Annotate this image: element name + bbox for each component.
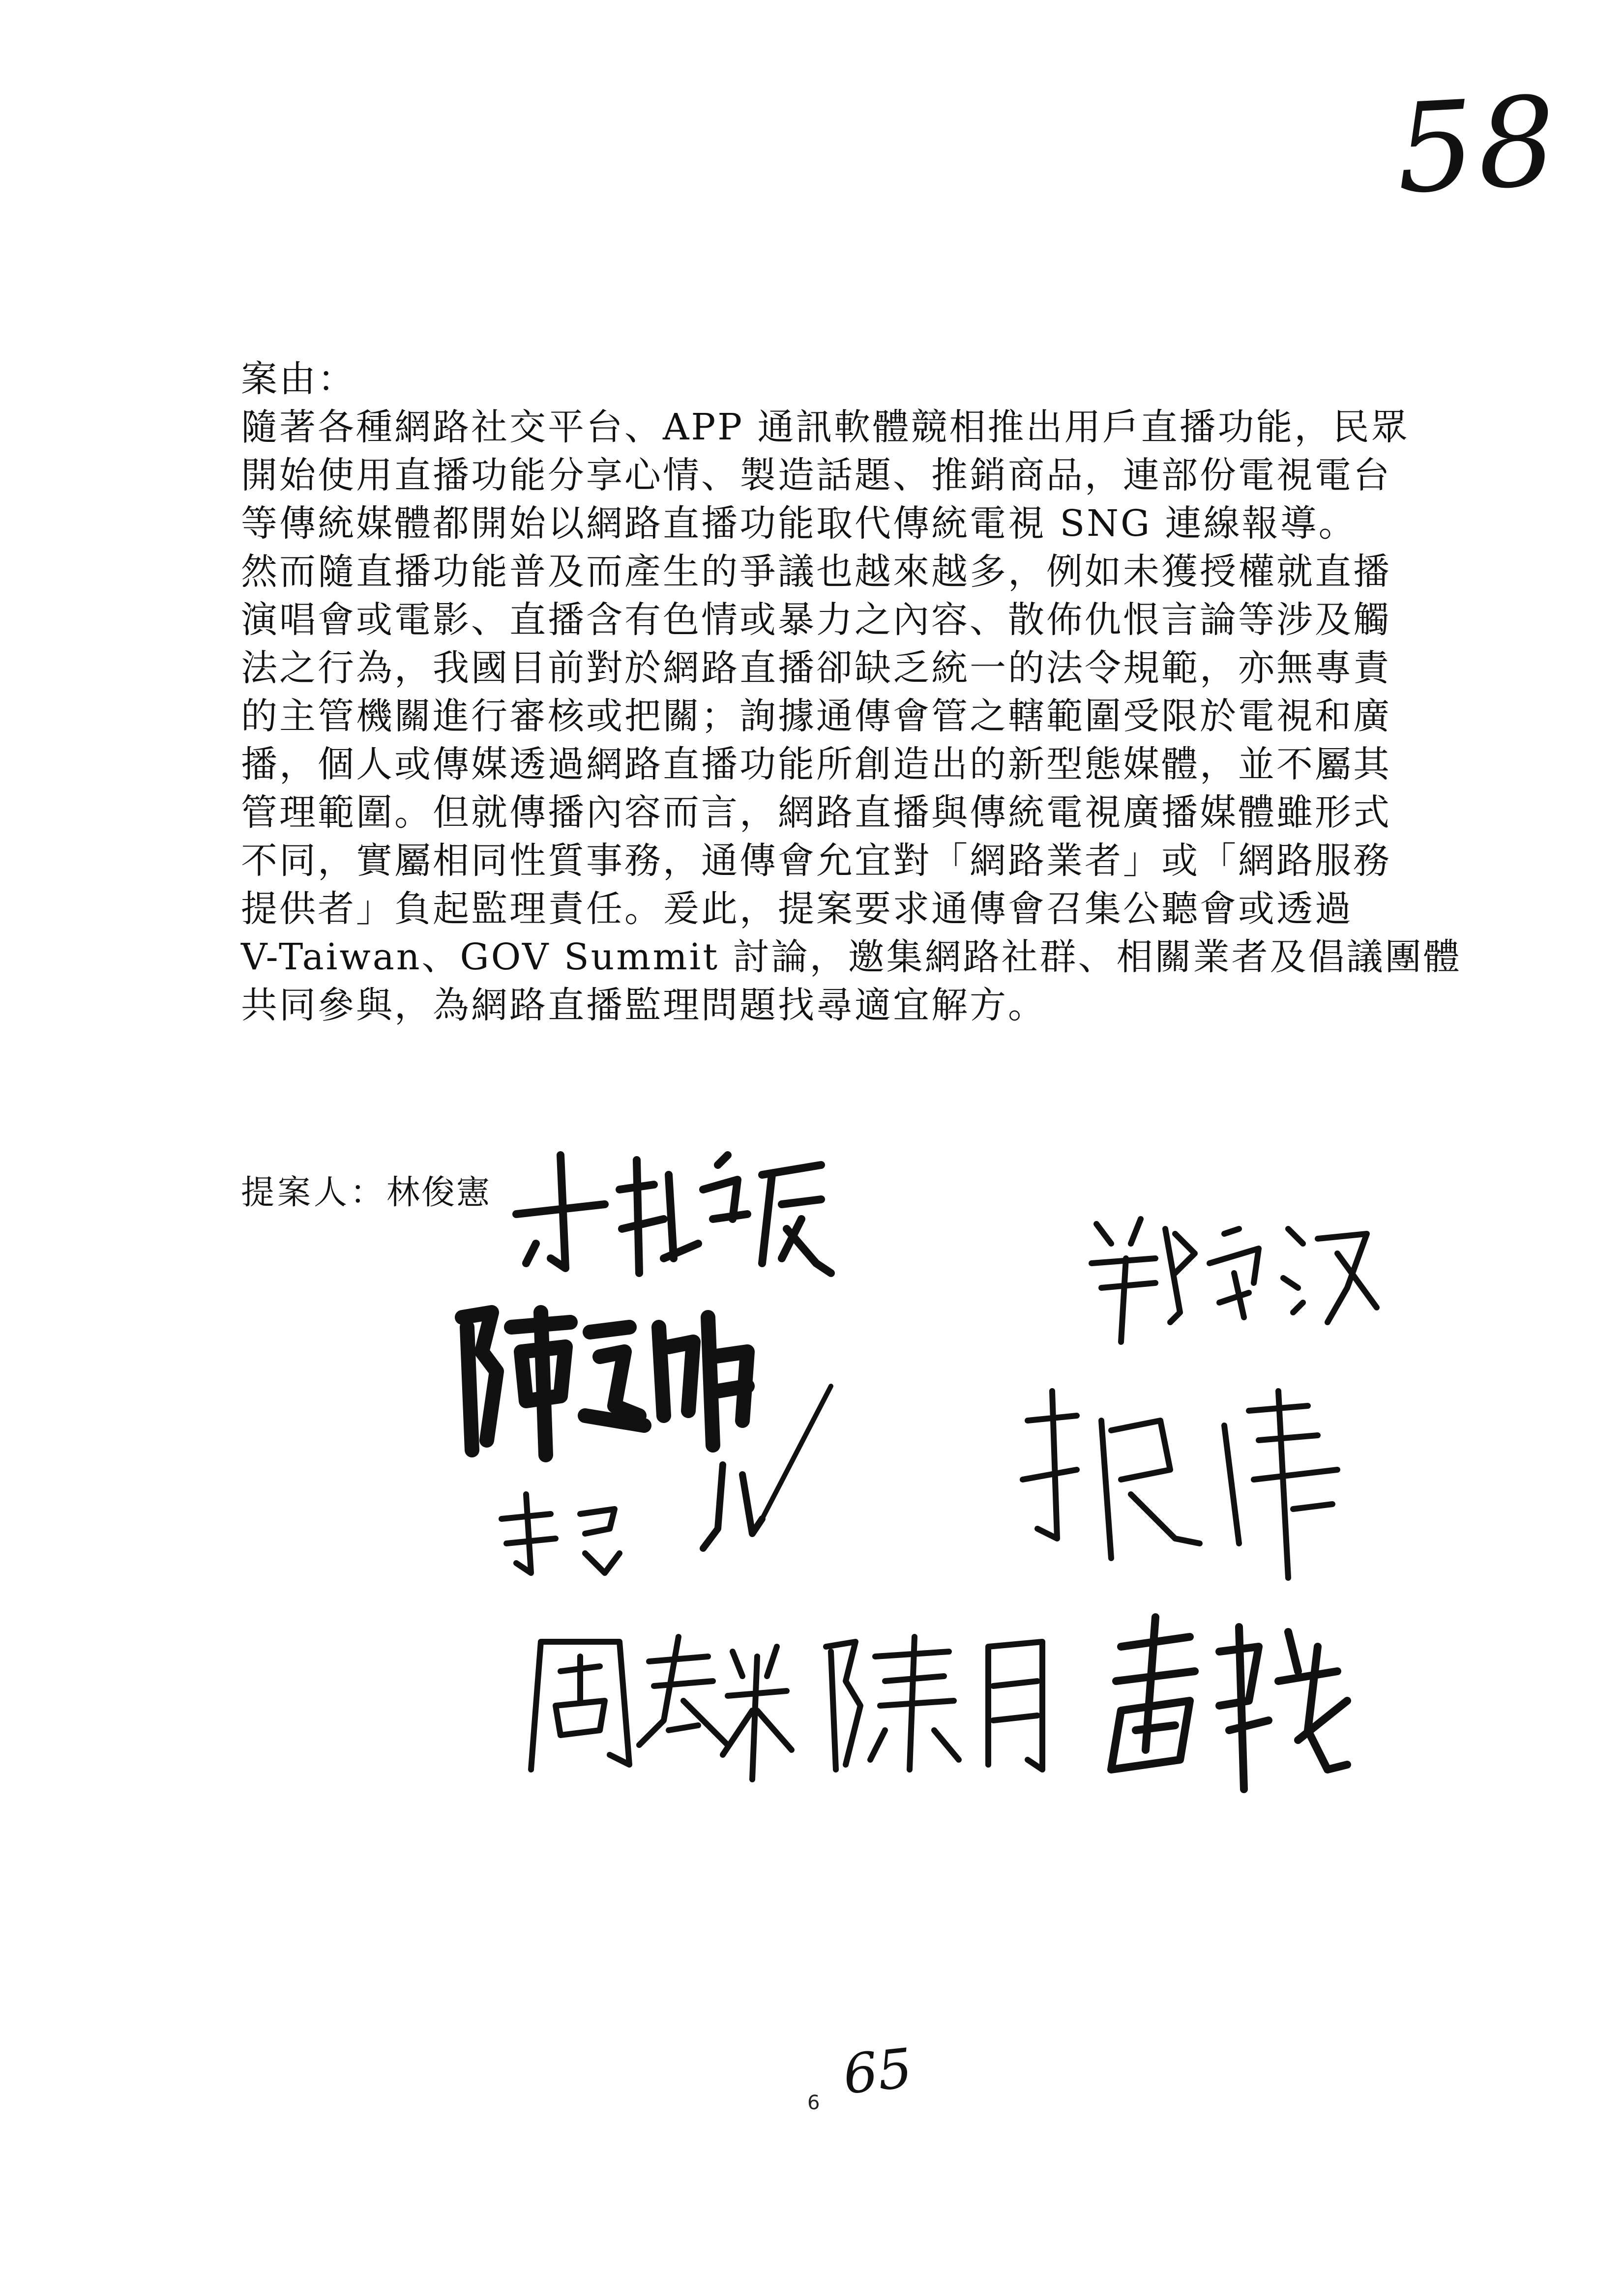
signature-scribble bbox=[506, 1145, 841, 1293]
motion-heading: 案由： bbox=[241, 358, 356, 400]
footer-page-number: 6 bbox=[807, 2092, 820, 2114]
signature-scribble bbox=[487, 1366, 860, 1602]
handwritten-page-number: 58 bbox=[1392, 69, 1563, 221]
body-line: 不同，實屬相同性質事務，通傳會允宜對「網路業者」或「網路服務 bbox=[241, 840, 1391, 882]
body-line: 共同參與，為網路直播監理問題找尋適宜解方。 bbox=[241, 984, 1046, 1026]
signature-4 bbox=[487, 1366, 860, 1602]
body-line: 播，個人或傳媒透過網路直播功能所創造出的新型態媒體，並不屬其 bbox=[241, 743, 1391, 785]
body-line: 隨著各種網路社交平台、APP 通訊軟體競相推出用戶直播功能，民眾 bbox=[241, 406, 1410, 448]
footer-handwritten-number: 65 bbox=[840, 2036, 915, 2106]
motion-body bbox=[241, 355, 1462, 1029]
body-line: 管理範圍。但就傳播內容而言，網路直播與傳統電視廣播媒體雖形式 bbox=[241, 791, 1391, 834]
signature-scribble bbox=[1082, 1204, 1387, 1352]
body-line: 開始使用直播功能分享心情、製造話題、推銷商品，連部份電視電台 bbox=[241, 454, 1391, 496]
signature-5 bbox=[1013, 1381, 1387, 1588]
body-line: V-Taiwan、GOV Summit 討論，邀集網路社群、相關業者及倡議團體 bbox=[241, 936, 1462, 978]
signature-scribble bbox=[811, 1622, 1082, 1779]
body-line: 的主管機關進行審核或把關；詢據通傳會管之轄範圍受限於電視和廣 bbox=[241, 695, 1391, 737]
body-line: 演唱會或電影、直播含有色情或暴力之內容、散佈仇恨言論等涉及觸 bbox=[241, 599, 1391, 641]
body-line: 提供者」負起監理責任。爰此，提案要求通傳會召集公聽會或透過 bbox=[241, 888, 1353, 930]
signature-6 bbox=[521, 1622, 797, 1789]
proposer-line bbox=[241, 1166, 491, 1214]
body-line: 等傳統媒體都開始以網路直播功能取代傳統電視 SNG 連線報導。 bbox=[241, 502, 1357, 545]
body-line: 法之行為，我國目前對於網路直播卻缺乏統一的法令規範，亦無專責 bbox=[241, 647, 1391, 689]
signature-1 bbox=[506, 1145, 841, 1293]
proposer-name: 林俊憲 bbox=[386, 1173, 492, 1212]
signature-scribble bbox=[1013, 1381, 1387, 1588]
signature-scribble bbox=[1092, 1602, 1367, 1809]
signature-2 bbox=[1082, 1204, 1387, 1352]
proposer-label: 提案人： bbox=[241, 1173, 387, 1212]
body-line: 然而隨直播功能普及而產生的爭議也越來越多，例如未獲授權就直播 bbox=[241, 551, 1391, 593]
signature-scribble bbox=[521, 1622, 797, 1789]
signature-7 bbox=[811, 1622, 1082, 1779]
signature-8 bbox=[1092, 1602, 1367, 1809]
